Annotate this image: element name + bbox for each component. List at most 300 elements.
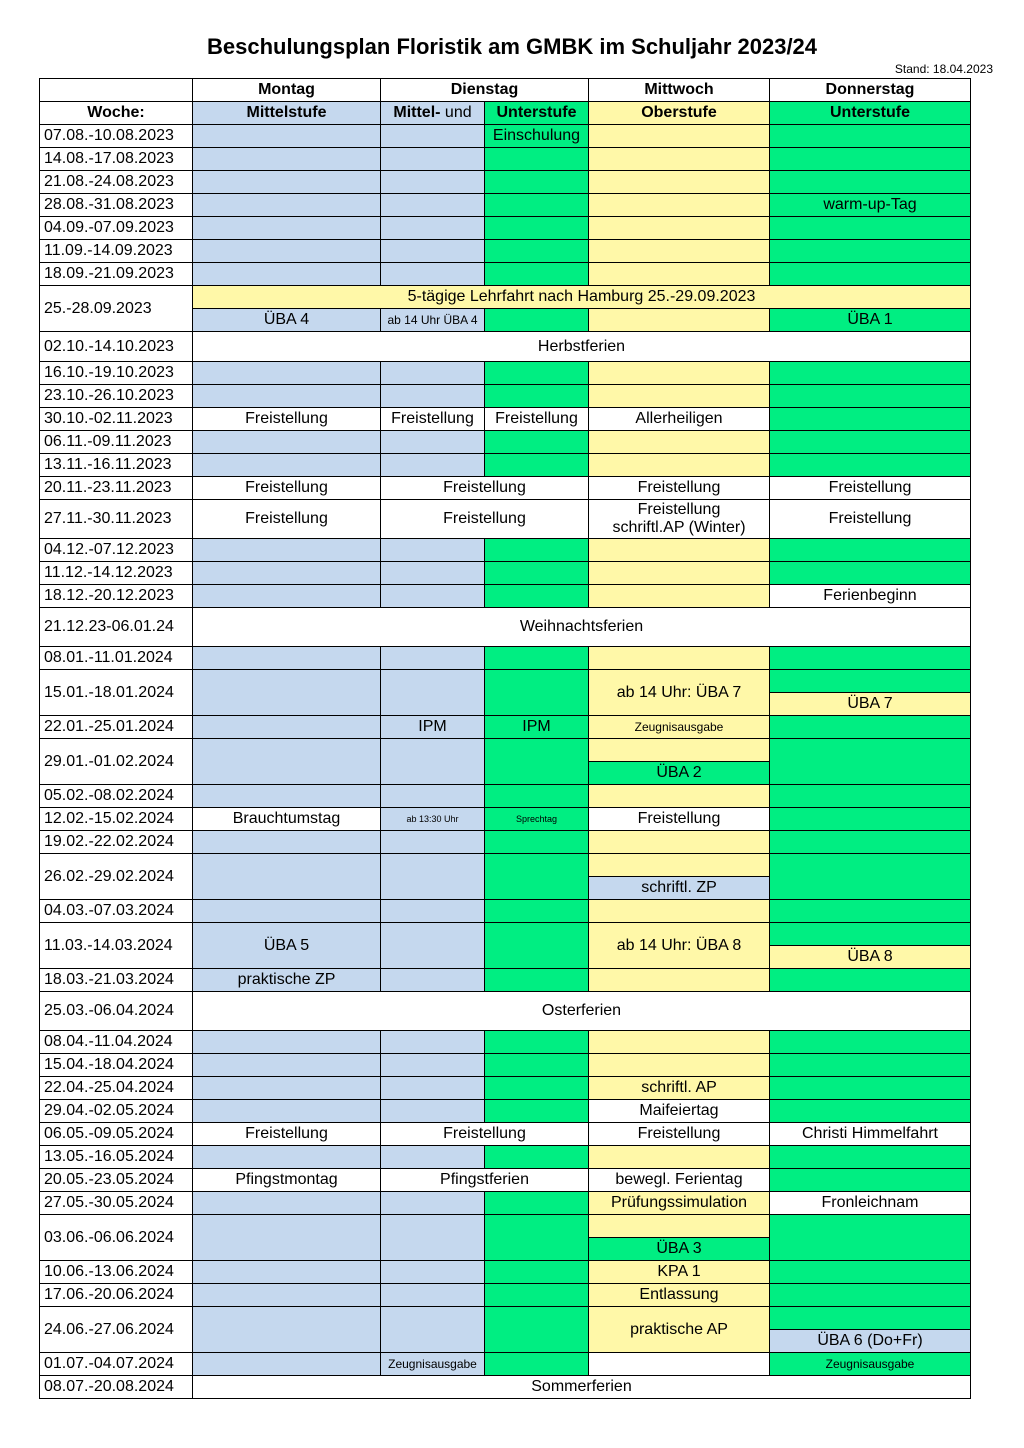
cell [589, 854, 770, 877]
cell: ÜBA 4 [193, 309, 381, 332]
cell [770, 362, 971, 385]
cell [770, 1146, 971, 1169]
table-row [40, 148, 971, 171]
week-label: 13.11.-16.11.2023 [40, 454, 193, 477]
cell: Freistellung [485, 408, 589, 431]
cell [381, 194, 485, 217]
cell [589, 1353, 770, 1376]
cell: warm-up-Tag [770, 194, 971, 217]
cell [381, 1261, 485, 1284]
header-row-days [40, 79, 971, 102]
week-label: 01.07.-04.07.2024 [40, 1353, 193, 1376]
cell [770, 408, 971, 431]
cell [193, 900, 381, 923]
table-row [40, 647, 971, 670]
page-title: Beschulungsplan Floristik am GMBK im Schuljahr 2023/24 [206, 34, 818, 59]
cell: Freistellung [193, 1123, 381, 1146]
table-row [40, 500, 971, 539]
cell [193, 1031, 381, 1054]
cell [381, 831, 485, 854]
cell: Maifeiertag [589, 1100, 770, 1123]
cell [485, 831, 589, 854]
cell: Brauchtumstag [193, 808, 381, 831]
header-unterstufe-thu: Unterstufe [770, 102, 971, 125]
table-row [40, 1353, 971, 1376]
cell: Freistellung [381, 1123, 589, 1146]
cell [485, 562, 589, 585]
table-row [40, 1146, 971, 1169]
cell [589, 362, 770, 385]
cell [193, 585, 381, 608]
week-label: 06.11.-09.11.2023 [40, 431, 193, 454]
cell [485, 431, 589, 454]
cell [381, 900, 485, 923]
table-row [40, 1261, 971, 1284]
week-label: 15.01.-18.01.2024 [40, 670, 193, 716]
table-row [40, 454, 971, 477]
table-row [40, 385, 971, 408]
table-row [40, 431, 971, 454]
cell: ÜBA 8 [770, 946, 971, 969]
cell: Christi Himmelfahrt [770, 1123, 971, 1146]
cell [589, 739, 770, 762]
week-label: 29.01.-01.02.2024 [40, 739, 193, 785]
cell [485, 647, 589, 670]
cell [381, 969, 485, 992]
cell: bewegl. Ferientag [589, 1169, 770, 1192]
week-label: 04.03.-07.03.2024 [40, 900, 193, 923]
cell [381, 263, 485, 286]
cell [381, 454, 485, 477]
cell: Herbstferien [193, 332, 971, 362]
cell [485, 148, 589, 171]
cell [193, 1192, 381, 1215]
week-label: 20.05.-23.05.2024 [40, 1169, 193, 1192]
cell: Pfingstmontag [193, 1169, 381, 1192]
cell [770, 1261, 971, 1284]
cell [381, 1100, 485, 1123]
cell [193, 647, 381, 670]
cell [485, 240, 589, 263]
cell [381, 385, 485, 408]
cell [381, 362, 485, 385]
cell [485, 969, 589, 992]
cell [770, 454, 971, 477]
table-row [40, 785, 971, 808]
table-row [40, 1123, 971, 1146]
cell [381, 647, 485, 670]
cell [770, 539, 971, 562]
cell [485, 454, 589, 477]
cell [589, 1031, 770, 1054]
cell [193, 217, 381, 240]
cell [770, 1169, 971, 1192]
cell [589, 969, 770, 992]
week-label: 23.10.-26.10.2023 [40, 385, 193, 408]
cell [589, 309, 770, 332]
cell [485, 1100, 589, 1123]
cell [381, 585, 485, 608]
header-mittel-und [381, 102, 485, 125]
cell [381, 1077, 485, 1100]
cell [381, 125, 485, 148]
table-row [40, 808, 971, 831]
cell [381, 739, 485, 785]
cell: ÜBA 1 [770, 309, 971, 332]
week-label: 08.07.-20.08.2024 [40, 1376, 193, 1399]
cell [485, 1261, 589, 1284]
week-label: 14.08.-17.08.2023 [40, 148, 193, 171]
week-label: 15.04.-18.04.2024 [40, 1054, 193, 1077]
cell: Freistellung [589, 477, 770, 500]
cell [770, 647, 971, 670]
cell: Pfingstferien [381, 1169, 589, 1192]
header-row-levels [40, 102, 971, 125]
cell [770, 1284, 971, 1307]
cell [193, 1054, 381, 1077]
cell [485, 585, 589, 608]
cell [770, 1054, 971, 1077]
table-row [40, 125, 971, 148]
stand-date: Stand: 18.04.2023 [894, 62, 993, 76]
table-row [40, 562, 971, 585]
week-label: 08.01.-11.01.2024 [40, 647, 193, 670]
cell: Weihnachtsferien [193, 608, 971, 647]
cell [589, 785, 770, 808]
cell [193, 716, 381, 739]
cell [485, 385, 589, 408]
week-label: 02.10.-14.10.2023 [40, 332, 193, 362]
cell [485, 1192, 589, 1215]
cell [485, 785, 589, 808]
cell [770, 739, 971, 785]
cell [381, 240, 485, 263]
cell-line: schriftl.AP (Winter) [612, 519, 746, 536]
week-label: 04.09.-07.09.2023 [40, 217, 193, 240]
cell: ÜBA 6 (Do+Fr) [770, 1330, 971, 1353]
week-label: 25.03.-06.04.2024 [40, 992, 193, 1031]
cell [381, 1192, 485, 1215]
cell: Freistellung [381, 408, 485, 431]
header-woche: Woche: [40, 102, 193, 125]
cell [485, 1146, 589, 1169]
cell [485, 539, 589, 562]
cell [485, 194, 589, 217]
table-row [40, 1215, 971, 1238]
cell: 5-tägige Lehrfahrt nach Hamburg 25.-29.09.2023 [193, 286, 971, 309]
cell [770, 969, 971, 992]
cell: ab 14 Uhr ÜBA 4 [381, 309, 485, 332]
cell [485, 362, 589, 385]
cell: ab 14 Uhr: ÜBA 7 [589, 670, 770, 716]
cell [193, 194, 381, 217]
table-row [40, 1376, 971, 1399]
cell [770, 900, 971, 923]
week-label: 10.06.-13.06.2024 [40, 1261, 193, 1284]
table-row [40, 1192, 971, 1215]
cell [770, 670, 971, 693]
cell [485, 900, 589, 923]
cell [381, 217, 485, 240]
cell [589, 194, 770, 217]
cell: Sommerferien [193, 1376, 971, 1399]
table-row [40, 477, 971, 500]
cell [485, 309, 589, 332]
cell [485, 1215, 589, 1261]
week-label: 29.04.-02.05.2024 [40, 1100, 193, 1123]
week-label: 27.11.-30.11.2023 [40, 500, 193, 539]
cell: schriftl. ZP [589, 877, 770, 900]
week-label: 18.03.-21.03.2024 [40, 969, 193, 992]
table-row [40, 217, 971, 240]
table-row [40, 286, 971, 309]
cell [193, 148, 381, 171]
cell: Fronleichnam [770, 1192, 971, 1215]
week-label: 17.06.-20.06.2024 [40, 1284, 193, 1307]
cell [381, 1146, 485, 1169]
cell [589, 647, 770, 670]
cell [193, 739, 381, 785]
cell [485, 739, 589, 785]
header-tuesday: Dienstag [381, 79, 589, 102]
cell [193, 1307, 381, 1353]
table-row [40, 585, 971, 608]
week-label: 05.02.-08.02.2024 [40, 785, 193, 808]
cell [589, 240, 770, 263]
cell [193, 1146, 381, 1169]
week-label: 13.05.-16.05.2024 [40, 1146, 193, 1169]
cell [589, 263, 770, 286]
cell: Freistellung [193, 408, 381, 431]
week-label: 22.01.-25.01.2024 [40, 716, 193, 739]
table-row [40, 194, 971, 217]
cell [193, 454, 381, 477]
cell [770, 923, 971, 946]
cell [193, 785, 381, 808]
cell [770, 716, 971, 739]
cell [381, 854, 485, 900]
cell [381, 539, 485, 562]
cell [589, 148, 770, 171]
schedule-table [39, 78, 971, 1399]
week-label: 27.05.-30.05.2024 [40, 1192, 193, 1215]
cell [770, 263, 971, 286]
week-label: 21.08.-24.08.2023 [40, 171, 193, 194]
header-thursday: Donnerstag [770, 79, 971, 102]
table-row [40, 171, 971, 194]
table-row [40, 739, 971, 762]
table-row [40, 1284, 971, 1307]
cell [589, 1054, 770, 1077]
table-row [40, 332, 971, 362]
week-label: 11.12.-14.12.2023 [40, 562, 193, 585]
header-empty [40, 79, 193, 102]
header-oberstufe: Oberstufe [589, 102, 770, 125]
table-row [40, 1031, 971, 1054]
cell [770, 1215, 971, 1261]
table-row [40, 1077, 971, 1100]
cell [770, 1100, 971, 1123]
cell [770, 1077, 971, 1100]
cell: ÜBA 2 [589, 762, 770, 785]
table-row [40, 1169, 971, 1192]
cell [589, 1215, 770, 1238]
cell [193, 539, 381, 562]
cell [770, 785, 971, 808]
cell: Freistellung [770, 500, 971, 539]
cell [485, 263, 589, 286]
cell: Freistellung [193, 477, 381, 500]
cell [381, 1284, 485, 1307]
table-row [40, 362, 971, 385]
cell [193, 854, 381, 900]
cell [193, 1261, 381, 1284]
table-row [40, 1100, 971, 1123]
cell [193, 1284, 381, 1307]
cell: IPM [485, 716, 589, 739]
cell: Zeugnisausgabe [381, 1353, 485, 1376]
header-und-label: und [440, 104, 472, 121]
cell: Freistellung [589, 1123, 770, 1146]
week-label: 03.06.-06.06.2024 [40, 1215, 193, 1261]
cell: ÜBA 5 [193, 923, 381, 969]
cell [770, 562, 971, 585]
cell [485, 670, 589, 716]
cell: Ferienbeginn [770, 585, 971, 608]
week-label: 06.05.-09.05.2024 [40, 1123, 193, 1146]
cell [485, 1054, 589, 1077]
cell [589, 562, 770, 585]
cell [381, 148, 485, 171]
header-unterstufe-tue: Unterstufe [485, 102, 589, 125]
table-row [40, 992, 971, 1031]
cell-line: Freistellung [637, 501, 721, 518]
table-row [40, 831, 971, 854]
cell [193, 1077, 381, 1100]
week-label: 30.10.-02.11.2023 [40, 408, 193, 431]
header-wednesday: Mittwoch [589, 79, 770, 102]
cell [193, 1353, 381, 1376]
cell [193, 431, 381, 454]
week-label: 28.08.-31.08.2023 [40, 194, 193, 217]
table-row [40, 900, 971, 923]
table-row [40, 923, 971, 946]
table-row [40, 1307, 971, 1330]
cell [770, 125, 971, 148]
cell: Entlassung [589, 1284, 770, 1307]
cell [193, 1100, 381, 1123]
cell [193, 385, 381, 408]
week-label: 08.04.-11.04.2024 [40, 1031, 193, 1054]
week-label: 07.08.-10.08.2023 [40, 125, 193, 148]
week-label: 26.02.-29.02.2024 [40, 854, 193, 900]
cell [485, 1284, 589, 1307]
cell [193, 263, 381, 286]
week-label: 25.-28.09.2023 [40, 286, 193, 332]
week-label: 24.06.-27.06.2024 [40, 1307, 193, 1353]
cell [589, 217, 770, 240]
cell [770, 1307, 971, 1330]
cell [485, 923, 589, 969]
cell [381, 1307, 485, 1353]
cell: praktische AP [589, 1307, 770, 1353]
cell [381, 562, 485, 585]
cell [589, 125, 770, 148]
cell [485, 217, 589, 240]
header-mittelstufe: Mittelstufe [193, 102, 381, 125]
cell [770, 148, 971, 171]
cell: IPM [381, 716, 485, 739]
cell [193, 240, 381, 263]
cell [589, 431, 770, 454]
week-label: 16.10.-19.10.2023 [40, 362, 193, 385]
week-label: 18.09.-21.09.2023 [40, 263, 193, 286]
table-row [40, 263, 971, 286]
cell [381, 670, 485, 716]
cell: Zeugnisausgabe [589, 716, 770, 739]
cell [589, 385, 770, 408]
cell [485, 1031, 589, 1054]
week-label: 12.02.-15.02.2024 [40, 808, 193, 831]
cell [770, 240, 971, 263]
cell [381, 171, 485, 194]
cell [589, 1146, 770, 1169]
cell [193, 362, 381, 385]
cell [485, 854, 589, 900]
cell [381, 431, 485, 454]
cell [381, 785, 485, 808]
table-row [40, 408, 971, 431]
cell: Freistellung [193, 500, 381, 539]
cell [381, 1031, 485, 1054]
cell [589, 831, 770, 854]
cell [381, 923, 485, 969]
cell: Allerheiligen [589, 408, 770, 431]
cell [589, 900, 770, 923]
cell: ÜBA 3 [589, 1238, 770, 1261]
week-label: 20.11.-23.11.2023 [40, 477, 193, 500]
week-label: 11.09.-14.09.2023 [40, 240, 193, 263]
cell [193, 562, 381, 585]
cell [589, 454, 770, 477]
cell: Osterferien [193, 992, 971, 1031]
cell [193, 125, 381, 148]
week-label: 19.02.-22.02.2024 [40, 831, 193, 854]
week-label: 11.03.-14.03.2024 [40, 923, 193, 969]
cell [381, 1215, 485, 1261]
header-monday: Montag [193, 79, 381, 102]
cell [485, 1353, 589, 1376]
cell [193, 1215, 381, 1261]
table-row [40, 969, 971, 992]
cell [193, 831, 381, 854]
cell [485, 171, 589, 194]
cell: Sprechtag [485, 808, 589, 831]
cell: Zeugnisausgabe [770, 1353, 971, 1376]
table-row [40, 1054, 971, 1077]
cell [485, 1307, 589, 1353]
cell [589, 539, 770, 562]
cell: KPA 1 [589, 1261, 770, 1284]
cell [770, 385, 971, 408]
cell [770, 808, 971, 831]
cell: Freistellung [589, 808, 770, 831]
cell: praktische ZP [193, 969, 381, 992]
cell [770, 831, 971, 854]
week-label: 04.12.-07.12.2023 [40, 539, 193, 562]
cell [485, 1077, 589, 1100]
cell [193, 670, 381, 716]
